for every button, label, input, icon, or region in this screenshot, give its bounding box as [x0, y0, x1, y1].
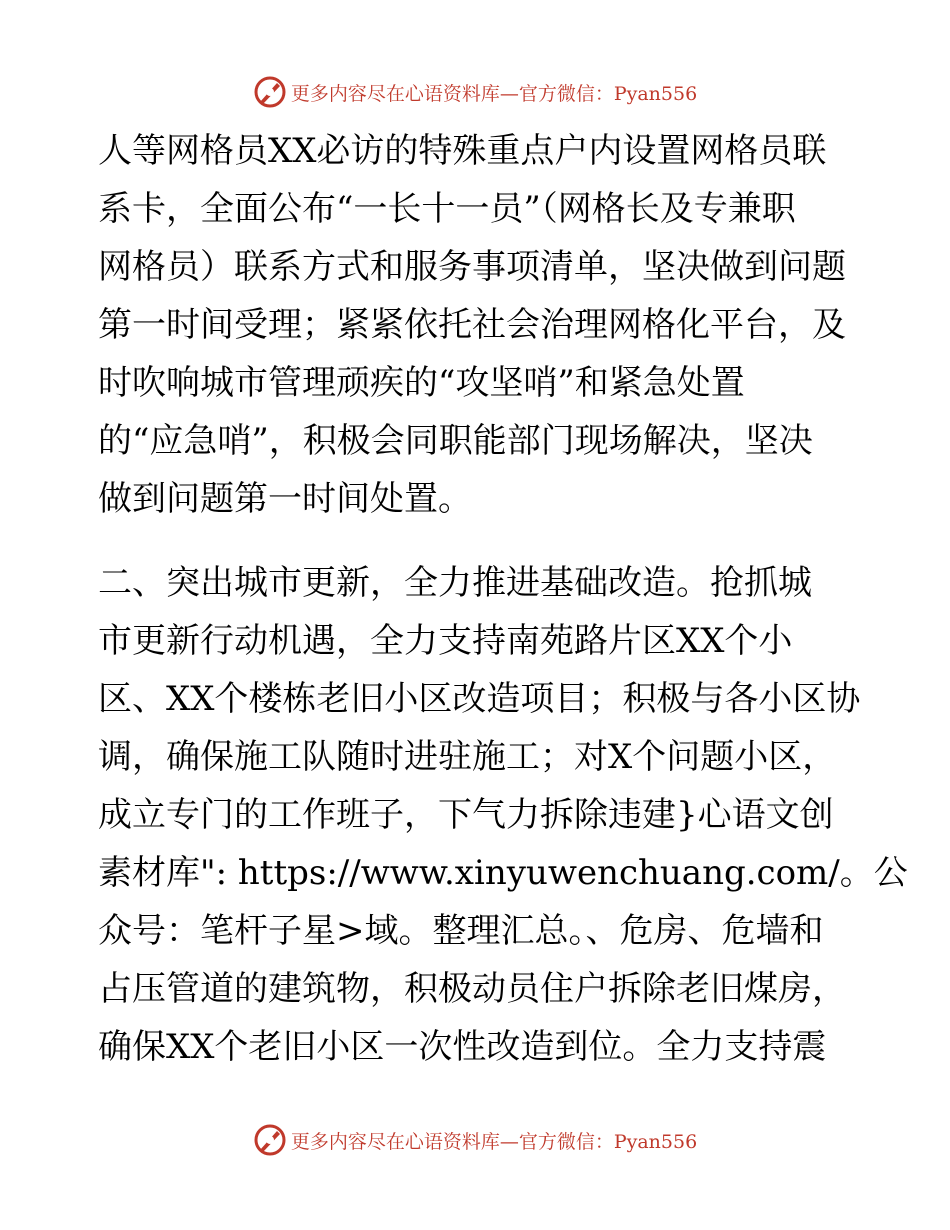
pen-seal-icon	[253, 1123, 287, 1157]
text-line: 调，确保施工队随时进驻施工；对X个问题小区，	[98, 737, 837, 777]
text-line: 人等网格员XX必访的特殊重点户内设置网格员联	[98, 131, 827, 171]
paragraph	[98, 122, 858, 528]
text-line: 做到问题第一时间处置。	[98, 479, 472, 519]
text-line: 区、XX个楼栋老旧小区改造项目；积极与各小区协	[98, 679, 861, 719]
footer-banner	[0, 1120, 950, 1160]
text-line: 时吹响城市管理顽疾的“攻坚哨”和紧急处置	[98, 363, 745, 403]
header-banner	[0, 72, 950, 112]
text-line: 成立专门的工作班子，下气力拆除违建}心语文创	[98, 795, 834, 835]
document-body	[98, 122, 908, 1076]
text-line: 确保XX个老旧小区一次性改造到位。全力支持震	[98, 1027, 827, 1067]
banner-text: 更多内容尽在心语资料库—官方微信：Pyan556	[290, 1130, 698, 1153]
text-line: 网格员）联系方式和服务事项清单，坚决做到问题	[98, 247, 846, 287]
paragraph	[98, 554, 908, 1076]
text-line: 第一时间受理；紧紧依托社会治理网格化平台，及	[98, 305, 846, 345]
text-line: 众号：笔杆子星>域。整理汇总。、危房、危墙和	[98, 911, 824, 951]
text-line: 市更新行动机遇，全力支持南苑路片区XX个小	[98, 621, 793, 661]
banner-text: 更多内容尽在心语资料库—官方微信：Pyan556	[290, 82, 698, 105]
text-line: 占压管道的建筑物，积极动员住户拆除老旧煤房，	[98, 969, 846, 1009]
pen-seal-icon	[253, 75, 287, 109]
text-line: 的“应急哨”，积极会同职能部门现场解决，坚决	[98, 421, 813, 461]
text-line: 二、突出城市更新，全力推进基础改造。抢抓城	[98, 563, 812, 603]
text-line: 素材库": https://www.xinyuwenchuang.com/。公	[98, 853, 908, 893]
text-line: 系卡，全面公布“一长十一员”（网格长及专兼职	[98, 189, 796, 229]
